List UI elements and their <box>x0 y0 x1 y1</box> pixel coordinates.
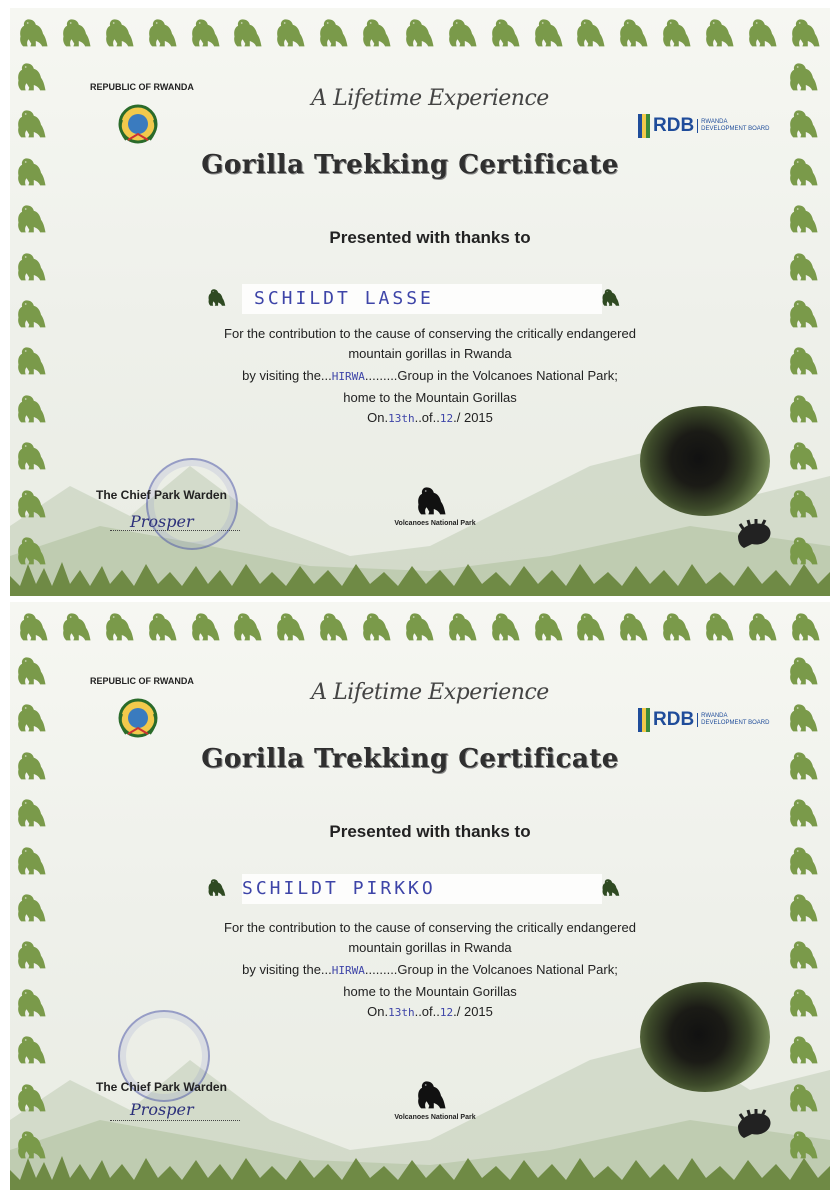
gorilla-photo <box>640 406 770 516</box>
group-name: HIRWA <box>331 370 365 383</box>
certificate-2 <box>10 602 830 1190</box>
park-name: Volcanoes National Park <box>394 520 476 527</box>
gorilla-icon <box>745 608 781 644</box>
warden-signature: Prosper <box>130 512 194 531</box>
gorilla-icon <box>316 608 352 644</box>
gorilla-photo <box>640 982 770 1092</box>
visit-prefix: by visiting the... <box>242 368 332 383</box>
gorilla-icon <box>14 984 50 1020</box>
gorilla-icon <box>402 608 438 644</box>
gorilla-icon <box>786 248 822 284</box>
date-prefix: On. <box>367 410 389 425</box>
gorilla-icon <box>145 14 181 50</box>
presented-heading: Presented with thanks to <box>329 822 531 841</box>
gorilla-icon <box>14 1126 50 1162</box>
gorilla-icon <box>702 608 738 644</box>
gorilla-border-right <box>786 58 826 568</box>
gorilla-icon <box>786 390 822 426</box>
gorilla-icon <box>786 747 822 783</box>
gorilla-icon <box>359 608 395 644</box>
gorilla-icon <box>14 1079 50 1115</box>
gorilla-icon <box>188 608 224 644</box>
rwanda-emblem-icon <box>114 694 162 742</box>
gorilla-icon <box>14 200 50 236</box>
gorilla-icon <box>659 608 695 644</box>
signature-line <box>110 1120 240 1121</box>
gorilla-icon <box>14 390 50 426</box>
gorilla-icon <box>786 984 822 1020</box>
date-line <box>160 410 700 425</box>
gorilla-icon <box>14 652 50 688</box>
gorilla-icon <box>616 14 652 50</box>
group-name: HIRWA <box>331 964 365 977</box>
grass-strip <box>10 556 830 596</box>
gorilla-icon <box>786 437 822 473</box>
gorilla-icon <box>659 14 695 50</box>
rwanda-emblem-icon <box>114 100 162 148</box>
gorilla-icon <box>786 105 822 141</box>
visit-line <box>160 962 700 977</box>
gorilla-icon <box>102 14 138 50</box>
gorilla-icon <box>14 153 50 189</box>
gorilla-icon <box>14 58 50 94</box>
recipient-name: SCHILDT PIRKKO <box>242 878 436 899</box>
gorilla-icon <box>786 1126 822 1162</box>
visit-suffix: .........Group in the Volcanoes National Park; <box>364 962 618 977</box>
date-year: ./ 2015 <box>453 410 493 425</box>
gorilla-icon <box>788 608 824 644</box>
gorilla-border-top <box>10 608 830 648</box>
gorilla-icon <box>788 14 824 50</box>
date-day: 13th <box>388 1006 415 1019</box>
home-line: home to the Mountain Gorillas <box>343 390 517 405</box>
gorilla-icon <box>573 608 609 644</box>
warden-signature: Prosper <box>130 1100 194 1119</box>
gorilla-icon <box>786 794 822 830</box>
gorilla-icon <box>14 105 50 141</box>
gorilla-icon <box>14 747 50 783</box>
gorilla-icon <box>402 14 438 50</box>
gorilla-icon <box>14 295 50 331</box>
gorilla-icon <box>786 200 822 236</box>
gorilla-icon <box>16 608 52 644</box>
recipient-name: SCHILDT LASSE <box>254 288 434 309</box>
lifetime-experience-heading: A Lifetime Experience <box>311 86 549 111</box>
gorilla-hand-icon <box>734 516 774 552</box>
certificate-title: Gorilla Trekking Certificate <box>201 744 619 774</box>
lifetime-experience-heading: A Lifetime Experience <box>311 680 549 705</box>
republic-label: REPUBLIC OF RWANDA <box>90 676 194 686</box>
gorilla-icon <box>531 14 567 50</box>
gorilla-icon <box>14 889 50 925</box>
gorilla-icon <box>14 699 50 735</box>
rdb-flag-bars <box>638 114 650 138</box>
visit-suffix: .........Group in the Volcanoes National Park; <box>364 368 618 383</box>
certificate-1 <box>10 8 830 596</box>
gorilla-icon <box>445 14 481 50</box>
gorilla-icon <box>786 342 822 378</box>
gorilla-icon <box>745 14 781 50</box>
grass-strip <box>10 1150 830 1190</box>
gorilla-icon <box>600 286 622 308</box>
gorilla-icon <box>273 14 309 50</box>
gorilla-icon <box>786 1079 822 1115</box>
gorilla-icon <box>316 14 352 50</box>
official-stamp <box>146 458 238 550</box>
gorilla-icon <box>786 652 822 688</box>
gorilla-icon <box>786 295 822 331</box>
contribution-line: For the contribution to the cause of conserving the critically endangered <box>224 920 636 935</box>
gorilla-icon <box>14 248 50 284</box>
gorilla-icon <box>230 14 266 50</box>
gorilla-icon <box>786 936 822 972</box>
date-line <box>160 1004 700 1019</box>
gorilla-icon <box>786 532 822 568</box>
gorilla-icon <box>206 286 228 308</box>
gorilla-icon <box>359 14 395 50</box>
gorilla-icon <box>786 485 822 521</box>
gorilla-icon <box>102 608 138 644</box>
gorilla-icon <box>786 699 822 735</box>
contribution-line: For the contribution to the cause of conserving the critically endangered <box>224 326 636 341</box>
warden-label: The Chief Park Warden <box>96 488 227 502</box>
gorilla-icon <box>445 608 481 644</box>
gorilla-icon <box>14 936 50 972</box>
gorilla-icon <box>14 1031 50 1067</box>
gorilla-icon <box>273 608 309 644</box>
date-year: ./ 2015 <box>453 1004 493 1019</box>
visit-prefix: by visiting the... <box>242 962 332 977</box>
gorilla-icon <box>188 14 224 50</box>
rdb-flag-bars <box>638 708 650 732</box>
gorillas-line: mountain gorillas in Rwanda <box>348 346 512 361</box>
rdb-logo <box>638 114 771 138</box>
visit-line <box>160 368 700 383</box>
presented-heading: Presented with thanks to <box>329 228 531 247</box>
gorilla-icon <box>573 14 609 50</box>
date-month: 12 <box>439 1006 454 1019</box>
date-of: ..of.. <box>414 410 440 425</box>
gorilla-icon <box>786 889 822 925</box>
park-name: Volcanoes National Park <box>394 1114 476 1121</box>
gorilla-icon <box>14 794 50 830</box>
gorilla-icon <box>14 437 50 473</box>
gorilla-hand-icon <box>734 1106 774 1142</box>
gorilla-icon <box>230 608 266 644</box>
volcanoes-park-gorilla-icon <box>414 1072 450 1116</box>
rdb-subtitle: RWANDA DEVELOPMENT BOARD <box>697 119 771 133</box>
gorilla-icon <box>145 608 181 644</box>
gorilla-icon <box>702 14 738 50</box>
date-of: ..of.. <box>414 1004 440 1019</box>
gorilla-icon <box>14 342 50 378</box>
rdb-subtitle: RWANDA DEVELOPMENT BOARD <box>697 713 771 727</box>
gorilla-icon <box>14 485 50 521</box>
home-line: home to the Mountain Gorillas <box>343 984 517 999</box>
gorilla-icon <box>488 14 524 50</box>
gorilla-icon <box>616 608 652 644</box>
gorilla-icon <box>59 14 95 50</box>
gorilla-icon <box>16 14 52 50</box>
gorilla-icon <box>531 608 567 644</box>
gorilla-border-top <box>10 14 830 54</box>
gorilla-icon <box>488 608 524 644</box>
gorilla-icon <box>600 876 622 898</box>
gorilla-icon <box>786 58 822 94</box>
signature-line <box>110 530 240 531</box>
date-prefix: On. <box>367 1004 389 1019</box>
republic-label: REPUBLIC OF RWANDA <box>90 82 194 92</box>
date-day: 13th <box>388 412 415 425</box>
gorilla-border-left <box>14 652 54 1162</box>
gorilla-icon <box>14 842 50 878</box>
gorilla-icon <box>206 876 228 898</box>
certificate-title: Gorilla Trekking Certificate <box>201 150 619 180</box>
volcanoes-park-gorilla-icon <box>414 478 450 522</box>
gorilla-icon <box>59 608 95 644</box>
gorilla-icon <box>786 842 822 878</box>
gorilla-icon <box>786 153 822 189</box>
rdb-logo-text: RDB <box>653 709 695 730</box>
warden-label: The Chief Park Warden <box>96 1080 227 1094</box>
gorilla-icon <box>786 1031 822 1067</box>
gorilla-border-right <box>786 652 826 1162</box>
gorilla-icon <box>14 532 50 568</box>
gorillas-line: mountain gorillas in Rwanda <box>348 940 512 955</box>
rdb-logo <box>638 708 771 732</box>
rdb-logo-text: RDB <box>653 115 695 136</box>
gorilla-border-left <box>14 58 54 568</box>
date-month: 12 <box>439 412 454 425</box>
